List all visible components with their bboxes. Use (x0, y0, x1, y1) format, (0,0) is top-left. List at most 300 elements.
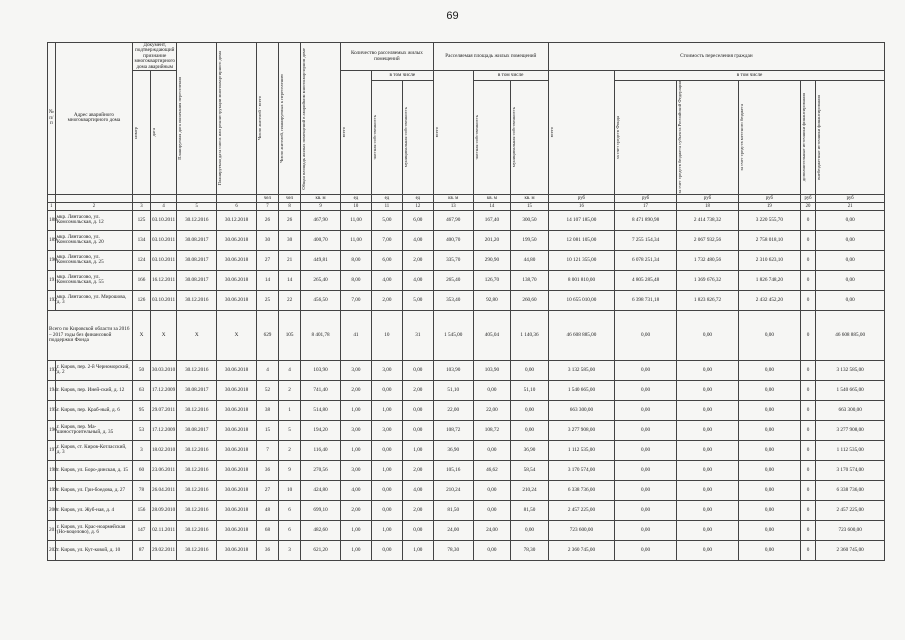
col-area-total-header: всего (433, 127, 439, 138)
address-cell: г. Киров, ул. Жуб-ная, д. 4 (55, 500, 132, 520)
table-cell: 5,00 (402, 290, 433, 310)
column-index-cell: 19 (738, 202, 800, 210)
column-index-cell: 4 (150, 202, 177, 210)
table-cell: 0 (800, 290, 815, 310)
table-cell: 29.02.2011 (150, 540, 177, 560)
unit-cell (217, 194, 257, 202)
column-index-cell: 7 (256, 202, 278, 210)
table-cell: 0,00 (402, 360, 433, 380)
unit-cell: ед (340, 194, 371, 202)
table-cell: 3 (279, 540, 301, 560)
col-private-header: частная собственность (371, 115, 377, 160)
column-index-cell: 17 (615, 202, 677, 210)
table-cell: 0 (800, 230, 815, 250)
table-cell: 0 (800, 360, 815, 380)
table-cell: 265,40 (301, 270, 341, 290)
col-cost-incl-header: в том числе (615, 71, 885, 81)
table-cell: 8 471 890,98 (615, 210, 677, 230)
col-rooms-area-header: Расселяемая площадь жилых помещений (433, 43, 548, 71)
table-cell: 456,50 (301, 290, 341, 310)
table-cell: 0,00 (677, 420, 739, 440)
table-cell: 26 (279, 210, 301, 230)
table-cell: 191 (48, 270, 56, 290)
table-cell: 30.03.2010 (150, 360, 177, 380)
table-cell: 7,00 (340, 290, 371, 310)
table-cell: 30.12.2016 (177, 500, 217, 520)
table-cell: 197 (48, 440, 56, 460)
table-cell: 2 067 932,56 (677, 230, 739, 250)
table-cell: 1 369 676,32 (677, 270, 739, 290)
table-cell: 270,56 (301, 460, 341, 480)
unit-cell: кв. м (301, 194, 341, 202)
address-cell: г. Киров, ул. Крас-ноармейская (Но-воцелово), д. 6 (55, 520, 132, 540)
table-cell: 0,00 (473, 500, 511, 520)
table-cell: 1 112 535,00 (816, 440, 885, 460)
table-cell: 51,10 (511, 380, 549, 400)
table-cell: 0 (800, 210, 815, 230)
resettlement-register-table (47, 42, 885, 561)
table-cell: 0 (800, 250, 815, 270)
table-cell: 405,04 (473, 310, 511, 360)
table-row (48, 480, 885, 500)
table-cell: 0 (800, 480, 815, 500)
address-cell: г. Киров, пер. Иней-ский, д. 12 (55, 380, 132, 400)
table-row (48, 290, 885, 310)
table-cell: 6 (279, 520, 301, 540)
table-row (48, 420, 885, 440)
table-cell: 30.06.2018 (217, 540, 257, 560)
table-cell: 17.12.2009 (150, 420, 177, 440)
table-cell: 3,00 (340, 420, 371, 440)
table-cell: 134 (133, 230, 151, 250)
table-cell: 2,00 (340, 380, 371, 400)
column-index-cell: 20 (800, 202, 815, 210)
table-cell: 6 338 736,00 (548, 480, 614, 500)
table-cell: 514,80 (301, 400, 341, 420)
table-cell: 1 140,36 (511, 310, 549, 360)
col-rooms-total-header: всего (340, 127, 346, 138)
table-cell: 60 (133, 460, 151, 480)
table-cell: 30.12.2018 (217, 210, 257, 230)
table-cell: 03.10.2011 (150, 250, 177, 270)
address-cell: г. Киров, пер. Ма-шиностроительный, д. 35 (55, 420, 132, 440)
table-cell: 0,00 (511, 520, 549, 540)
table-cell: 4 805 285,48 (615, 270, 677, 290)
table-cell: 0 (800, 380, 815, 400)
table-cell: 30.06.2018 (217, 380, 257, 400)
table-cell: 0,00 (816, 270, 885, 290)
table-cell: 2 310 623,10 (738, 250, 800, 270)
table-cell: 0,00 (738, 420, 800, 440)
table-cell: 8,00 (340, 270, 371, 290)
table-cell: 30.12.2016 (177, 480, 217, 500)
unit-cell (55, 194, 132, 202)
table-cell: 14 107 185,00 (548, 210, 614, 230)
table-cell: 30.08.2017 (177, 270, 217, 290)
col-rooms-incl-header: в том числе (371, 71, 433, 81)
table-cell: 400,70 (433, 230, 473, 250)
table-cell: 6 (279, 500, 301, 520)
table-cell: 4 (256, 360, 278, 380)
table-cell: 0,00 (615, 310, 677, 360)
unit-cell: кв. м (433, 194, 473, 202)
table-cell: 105 (279, 310, 301, 360)
col-residents-header: Число жителей - всего (256, 96, 262, 141)
table-cell: 3,00 (340, 360, 371, 380)
column-index-cell: 6 (217, 202, 257, 210)
table-cell: 0,00 (615, 460, 677, 480)
table-cell: X (217, 310, 257, 360)
table-cell: 467,90 (301, 210, 341, 230)
table-cell: 41 (340, 310, 371, 360)
table-cell: 50 (133, 360, 151, 380)
table-cell: 0,00 (615, 540, 677, 560)
table-cell: 167,40 (473, 210, 511, 230)
table-row (48, 360, 885, 380)
table-cell: 0,00 (473, 380, 511, 400)
table-cell: 3 277 908,00 (548, 420, 614, 440)
table-cell: 0,00 (473, 540, 511, 560)
table-cell: 27 (256, 480, 278, 500)
table-cell: 723 600,00 (816, 520, 885, 540)
table-cell: 201,20 (473, 230, 511, 250)
unit-cell: руб (816, 194, 885, 202)
table-row (48, 520, 885, 540)
table-row (48, 270, 885, 290)
table-cell: 125 (133, 210, 151, 230)
unit-cell: ед (371, 194, 402, 202)
col-rooms-header: Количество расселяемых жилых помещений (340, 43, 433, 71)
table-cell: 0,00 (615, 500, 677, 520)
table-cell: 6,00 (371, 250, 402, 270)
table-cell: 1,00 (340, 400, 371, 420)
unit-cell (150, 194, 177, 202)
table-cell: 46 608 885,00 (548, 310, 614, 360)
table-cell: 31 (402, 310, 433, 360)
table-cell: 1,00 (340, 520, 371, 540)
table-cell: 36 (256, 460, 278, 480)
table-cell: 87 (133, 540, 151, 560)
table-cell: 30.12.2016 (177, 360, 217, 380)
table-cell: 0,00 (473, 480, 511, 500)
table-cell: 1 540 665,00 (816, 380, 885, 400)
table-cell: 02.11.2011 (150, 520, 177, 540)
table-cell: 1 545,00 (433, 310, 473, 360)
column-index-cell: 5 (177, 202, 217, 210)
table-cell: 1 540 665,00 (548, 380, 614, 400)
col-doc-number-header: номер (133, 126, 139, 139)
table-cell: 0,00 (677, 480, 739, 500)
table-cell: 195 (48, 400, 56, 420)
table-cell: 0,00 (473, 440, 511, 460)
table-cell: 194 (48, 380, 56, 400)
table-cell: 663 300,00 (816, 400, 885, 420)
table-cell: 23.06.2011 (150, 460, 177, 480)
table-cell: 2 457 225,00 (548, 500, 614, 520)
table-cell: 482,60 (301, 520, 341, 540)
col-municipal-area-header: муниципальная собственность (511, 107, 517, 168)
table-cell: 11,00 (340, 210, 371, 230)
table-cell: 9 (279, 460, 301, 480)
table-cell: 81,50 (511, 500, 549, 520)
address-cell: мкр. Лянтасово, ул. Комсомольская, д. 55 (55, 270, 132, 290)
table-cell: 36 (256, 540, 278, 560)
table-cell: 30.08.2017 (177, 230, 217, 250)
address-cell: г. Киров, ул. Кут-ковой, д. 10 (55, 540, 132, 560)
table-cell: 0,00 (371, 480, 402, 500)
table-cell: 30 (279, 230, 301, 250)
table-cell: 92,80 (473, 290, 511, 310)
unit-cell (48, 194, 56, 202)
table-cell: 48 (256, 500, 278, 520)
table-cell: 8,00 (340, 250, 371, 270)
table-cell: 2 (279, 440, 301, 460)
table-cell: 0,00 (615, 400, 677, 420)
address-cell: г. Киров, ул. Боро-динская, д. 15 (55, 460, 132, 480)
table-cell: 1 732 480,56 (677, 250, 739, 270)
table-cell: 30.06.2018 (217, 500, 257, 520)
table-cell: 193 (48, 360, 56, 380)
unit-cell (133, 194, 151, 202)
table-cell: 5 (279, 420, 301, 440)
table-cell: 2,00 (340, 500, 371, 520)
table-cell: 36,90 (511, 440, 549, 460)
column-index-cell: 15 (511, 202, 549, 210)
column-index-cell: 2 (55, 202, 132, 210)
table-cell: 265,40 (433, 270, 473, 290)
table-cell: 46 608 885,00 (816, 310, 885, 360)
table-cell: 30.06.2018 (217, 480, 257, 500)
table-cell: 1,00 (402, 540, 433, 560)
col-private-area-header: частная собственность (473, 115, 479, 160)
table-cell: 6,00 (402, 210, 433, 230)
table-cell: 0,00 (615, 520, 677, 540)
table-cell: X (177, 310, 217, 360)
column-index-cell: 16 (548, 202, 614, 210)
col-address-header: Адрес аварийного многоквартирного дома (55, 43, 132, 195)
table-cell: 0,00 (615, 480, 677, 500)
table-cell: 22 (279, 290, 301, 310)
table-cell: 126,70 (473, 270, 511, 290)
table-cell: 38 (256, 400, 278, 420)
column-index-cell: 11 (371, 202, 402, 210)
table-cell: 103,90 (301, 360, 341, 380)
table-cell: 2 414 738,32 (677, 210, 739, 230)
table-cell: 1,00 (371, 520, 402, 540)
col-planned-date-header: Планируемая дата окончания переселения (177, 76, 183, 160)
table-cell: 0,00 (738, 520, 800, 540)
table-cell: 621,20 (301, 540, 341, 560)
table-cell: 30.08.2017 (177, 250, 217, 270)
address-cell: г. Киров, пер. Краб-ный, д. 6 (55, 400, 132, 420)
table-cell: 449,81 (301, 250, 341, 270)
table-cell: 3 277 908,00 (816, 420, 885, 440)
table-cell: 0,00 (677, 500, 739, 520)
table-cell: 198 (48, 460, 56, 480)
table-cell: 0,00 (738, 460, 800, 480)
address-cell: г. Киров, ст. Киров-Котласский, д. 3 (55, 440, 132, 460)
table-cell: 28.09.2010 (150, 500, 177, 520)
column-index-cell: 10 (340, 202, 371, 210)
table-cell: 2,00 (402, 460, 433, 480)
col-resettled-header: Число жителей, планируемых к переселению (279, 73, 285, 163)
table-cell: 1,00 (340, 540, 371, 560)
col-doc-date-header: дата (150, 128, 156, 137)
unit-cell: руб (548, 194, 614, 202)
table-cell: 30.06.2018 (217, 440, 257, 460)
table-cell: 0,00 (738, 310, 800, 360)
column-index-cell: 12 (402, 202, 433, 210)
table-cell: 1,00 (402, 440, 433, 460)
table-cell: 467,90 (433, 210, 473, 230)
table-cell: 335,70 (433, 250, 473, 270)
table-cell: 0 (800, 540, 815, 560)
table-cell: 7 (256, 440, 278, 460)
address-cell: Всего по Кировской области за 2016 – 2017 годы без финансовой поддержки Фонда (48, 310, 133, 360)
table-cell: 12 081 105,00 (548, 230, 614, 250)
table-cell: 36,90 (433, 440, 473, 460)
unit-cell: руб (738, 194, 800, 202)
table-cell: 108,72 (433, 420, 473, 440)
table-cell: 201 (48, 520, 56, 540)
table-cell: 22,00 (433, 400, 473, 420)
table-cell: 0,00 (677, 540, 739, 560)
column-index-cell: 18 (677, 202, 739, 210)
table-cell: 30.06.2018 (217, 230, 257, 250)
table-cell: 4,00 (402, 230, 433, 250)
col-planned-demolition-header: Планируемая дата сноса или реконструкции многоквартирного дома (217, 51, 223, 186)
table-cell: 0,00 (738, 360, 800, 380)
column-index-cell: 1 (48, 202, 56, 210)
table-cell: 741,40 (301, 380, 341, 400)
table-cell: 30.06.2018 (217, 400, 257, 420)
table-cell: 30.12.2016 (177, 540, 217, 560)
table-cell: 0,00 (615, 440, 677, 460)
unit-cell: руб (800, 194, 815, 202)
table-cell: 353,40 (433, 290, 473, 310)
table-cell: 0,00 (371, 500, 402, 520)
table-cell: 3 132 585,00 (816, 360, 885, 380)
column-index-cell: 21 (816, 202, 885, 210)
table-cell: 2,00 (402, 250, 433, 270)
table-cell: 4 (279, 360, 301, 380)
table-cell: 5,00 (371, 210, 402, 230)
table-cell: 10 121 355,00 (548, 250, 614, 270)
table-cell: 29.07.2011 (150, 400, 177, 420)
table-cell: 30.12.2016 (177, 210, 217, 230)
units-row (48, 194, 885, 202)
table-cell: 30 (256, 230, 278, 250)
table-cell: 7 255 154,34 (615, 230, 677, 250)
table-cell: 108,72 (473, 420, 511, 440)
table-cell: 0 (800, 400, 815, 420)
col-municipal-header: муниципальная собственность (402, 107, 408, 168)
table-cell: 2,00 (402, 500, 433, 520)
table-cell: 0,00 (615, 380, 677, 400)
table-cell: 723 600,00 (548, 520, 614, 540)
unit-cell: руб (615, 194, 677, 202)
table-cell: 30.06.2018 (217, 290, 257, 310)
table-cell: 166 (133, 270, 151, 290)
table-cell: 4,00 (371, 270, 402, 290)
table-cell: 14 (256, 270, 278, 290)
table-cell: 95 (133, 400, 151, 420)
table-cell: 0,00 (677, 400, 739, 420)
col-region-budget-header: за счет средств бюджета субъекта Российской Федерации (677, 81, 683, 194)
table-cell: 0,00 (738, 480, 800, 500)
table-cell: 0 (800, 520, 815, 540)
address-cell: мкр. Лянтасово, ул. Комсомольская, д. 25 (55, 250, 132, 270)
table-cell: X (150, 310, 177, 360)
table-cell: 196 (48, 420, 56, 440)
table-cell: 17.12.2009 (150, 380, 177, 400)
table-cell: 0,00 (511, 400, 549, 420)
table-cell: 2,00 (402, 380, 433, 400)
table-cell: 103,90 (433, 360, 473, 380)
table-cell: 6 338 736,00 (816, 480, 885, 500)
address-cell: г. Киров, пер. 2-й Черноморский, д. 2 (55, 360, 132, 380)
address-cell: мкр. Лянтасово, ул. Комсомольская, д. 20 (55, 230, 132, 250)
table-cell: 44,80 (511, 250, 549, 270)
table-cell: 21 (279, 250, 301, 270)
col-local-budget-header: за счет средств местного бюджета (738, 104, 744, 171)
table-cell: 6 398 731,18 (615, 290, 677, 310)
table-cell: 0 (800, 500, 815, 520)
table-cell: 0,00 (816, 290, 885, 310)
table-cell: 30.12.2016 (177, 460, 217, 480)
unit-cell: чел (279, 194, 301, 202)
table-cell: 4,00 (402, 270, 433, 290)
table-cell: 03.10.2011 (150, 290, 177, 310)
table-cell: 0,00 (738, 380, 800, 400)
table-cell: 4,00 (340, 480, 371, 500)
table-cell: 105,16 (433, 460, 473, 480)
table-cell: 400,70 (301, 230, 341, 250)
col-area-header: Общая площадь жилых помещений в аварийном многоквартирном доме (301, 47, 307, 190)
table-cell: 0,00 (738, 500, 800, 520)
table-cell: 7,00 (371, 230, 402, 250)
table-cell: 0 (800, 310, 815, 360)
table-row (48, 210, 885, 230)
table-cell: 0,00 (615, 360, 677, 380)
table-cell: 0,00 (371, 540, 402, 560)
table-cell: 0,00 (402, 420, 433, 440)
table-cell: 16.12.2011 (150, 270, 177, 290)
table-cell: 03.10.2011 (150, 210, 177, 230)
table-cell: 30.06.2018 (217, 520, 257, 540)
table-cell: 663 300,00 (548, 400, 614, 420)
col-area-incl-header: в том числе (473, 71, 548, 81)
col-offbudget-header: внебюджетные источники финансирования (816, 95, 822, 180)
unit-cell: чел (256, 194, 278, 202)
table-cell: 210,24 (433, 480, 473, 500)
table-cell: 81,50 (433, 500, 473, 520)
table-cell: 2,00 (371, 290, 402, 310)
table-cell: 22,00 (473, 400, 511, 420)
column-index-cell: 3 (133, 202, 151, 210)
table-cell: 0,00 (677, 460, 739, 480)
table-cell: 0 (800, 440, 815, 460)
table-cell: 1 826 748,20 (738, 270, 800, 290)
table-cell: 1 823 826,72 (677, 290, 739, 310)
table-cell: 126 (133, 290, 151, 310)
table-cell: 63 (133, 380, 151, 400)
table-cell: 46,62 (473, 460, 511, 480)
table-row (48, 230, 885, 250)
table-cell: 190 (48, 250, 56, 270)
table-cell: 3 (133, 440, 151, 460)
table-cell: 200 (48, 500, 56, 520)
